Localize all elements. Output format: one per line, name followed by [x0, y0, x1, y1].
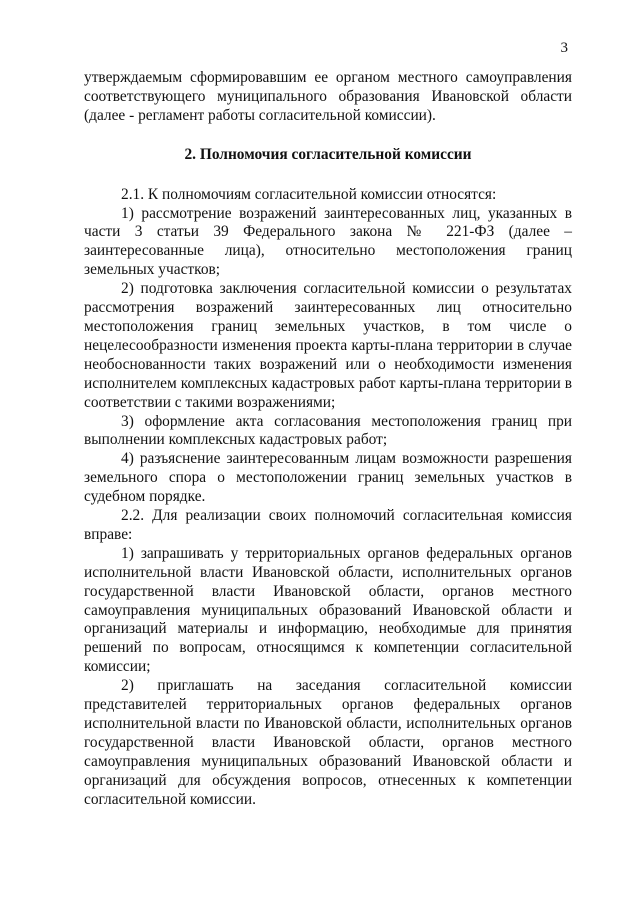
- paragraph-2-1: 2.1. К полномочиям согласительной комиссии относятся:: [121, 185, 497, 203]
- paragraph-2-2: 2.2. Для реализации своих полномочий согласительная комиссия вправе:: [84, 507, 572, 543]
- paragraph-2-1-item-2: 2) подготовка заключения согласительной комиссии о результатах рассмотрения возражений заинтересованных лиц относительно местоположения границ земельных участков, в том числе о нецелесообразности изменения проекта карты-плана территории в случае необоснованности таких возражений или о необходимости изменения исполнителем комплексных кадастровых работ карты-плана территории в соответствии с такими возражениями;: [84, 280, 572, 411]
- section-heading: 2. Полномочия согласительной комиссии: [184, 145, 472, 163]
- paragraph-2-1-item-4: 4) разъяснение заинтересованным лицам возможности разрешения земельного спора о местоположении границ земельных участков в судебном порядке.: [84, 450, 572, 506]
- paragraph-2-2-item-2: 2) приглашать на заседания согласительной комиссии представителей территориальных органов федеральных органов исполнительной власти по Ивановской области, исполнительных органов государственной власти Ивановской области, органов местного самоуправления муниципальных образований Ивановской области и организаций для обсуждения вопросов, отнесенных к компетенции согласительной комиссии.: [84, 677, 572, 808]
- paragraph-2-2-item-1: 1) запрашивать у территориальных органов федеральных органов исполнительной власти Ивановской области, исполнительных органов государственной власти Ивановской области, органов местного самоуправления муниципальных образований Ивановской области и организаций материалы и информацию, необходимые для принятия решений по вопросам, относящимся к компетенции согласительной комиссии;: [84, 544, 572, 676]
- intro-paragraph: утверждаемым сформировавшим ее органом местного самоуправления соответствующего муниципального образования Ивановской области (далее - регламент работы согласительной комиссии).: [84, 69, 572, 124]
- document-body: [84, 69, 572, 810]
- paragraph-2-1-item-1: 1) рассмотрение возражений заинтересованных лиц, указанных в части 3 статьи 39 Федерального закона № 221-ФЗ (далее – заинтересованные лица), относительно местоположения границ земельных участков;: [84, 204, 572, 279]
- paragraph-2-1-item-3: 3) оформление акта согласования местоположения границ при выполнении комплексных кадастровых работ;: [84, 412, 572, 449]
- page-number: 3: [560, 40, 568, 56]
